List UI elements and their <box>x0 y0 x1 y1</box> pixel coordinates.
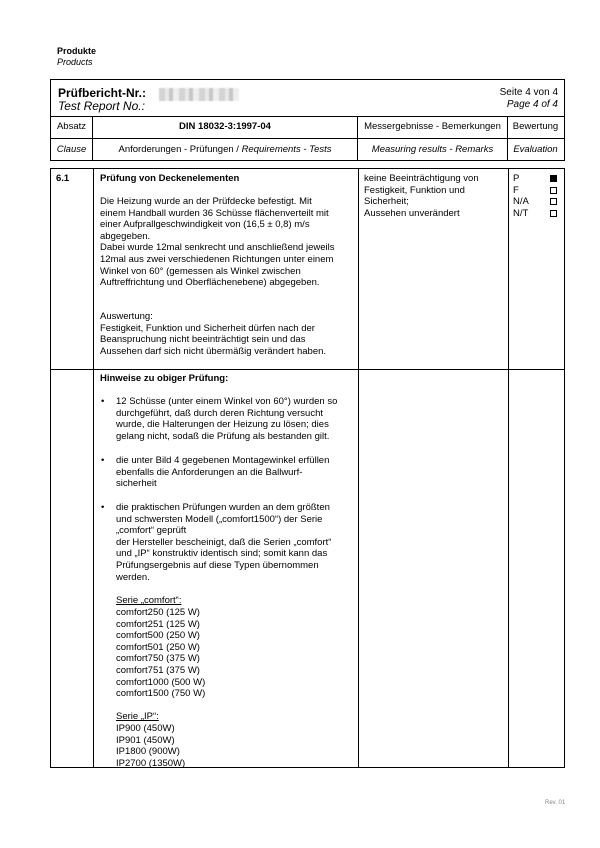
results-header-en: Measuring results - Remarks <box>358 139 508 161</box>
clause-header-en: Clause <box>51 139 93 161</box>
standard-header: DIN 18032-3:1997-04 <box>93 116 358 138</box>
column-header-row <box>51 116 564 139</box>
checkbox-unchecked-icon <box>550 210 557 217</box>
column-divider <box>508 169 509 767</box>
series-comfort-list: comfort250 (125 W) comfort251 (125 W) comfort500 (250 W) comfort501 (250 W) comfort750 (375 W) comfort751 (375 W) comfort1000 (500 W) comfort1500 (750 W) <box>116 607 206 700</box>
series-comfort-title: Serie „comfort“: <box>116 595 182 606</box>
products-label-en: Products <box>57 57 93 67</box>
measuring-result: keine Beeinträchtigung von Festigkeit, Funktion und Sicherheit; Aussehen unverändert <box>364 173 479 219</box>
bullet-icon: • <box>101 502 105 513</box>
report-number-label: Prüfbericht-Nr.: <box>58 86 147 100</box>
bullet-icon: • <box>101 396 105 407</box>
page-number: Seite 4 von 4 <box>499 87 558 98</box>
page-number-en: Page 4 of 4 <box>506 99 558 110</box>
notes-heading: Hinweise zu obiger Prüfung: <box>100 373 229 384</box>
note-item: die unter Bild 4 gegebenen Montagewinkel erfüllen ebenfalls die Anforderungen an die Ballwurf- sicherheit <box>116 455 330 490</box>
results-header: Messergebnisse - Bemerkungen <box>358 116 508 138</box>
report-title-row <box>51 80 564 117</box>
report-header-box <box>50 79 565 161</box>
redacted-report-number <box>159 88 239 101</box>
report-number-label-en: Test Report No.: <box>58 99 145 113</box>
test-description: Die Heizung wurde an der Prüfdecke befestigt. Mit einem Handball wurden 36 Schüsse flächenverteilt mit einer Aufprallgeschwindigkeit von (16,5 ± 0,8) m/s abgegeben. Dabei wurde 12mal senkrecht und anschließend jeweils 12mal aus zwei verschiedenen Richtungen unter einem Winkel von 60° (gemessen als Winkel zwischen Auftreffrichtung und Oberflächenebene) abgegeben. <box>100 196 335 289</box>
column-divider <box>93 169 94 767</box>
clause-header: Absatz <box>51 116 93 138</box>
row-divider <box>51 369 564 370</box>
evaluation-header-en: Evaluation <box>513 144 558 155</box>
checkbox-unchecked-icon <box>550 187 557 194</box>
series-ip-title: Serie „IP“: <box>116 711 159 722</box>
evaluation-header: Bewertung <box>512 121 559 132</box>
series-ip-list: IP900 (450W) IP901 (450W) IP1800 (900W) IP2700 (1350W) <box>116 723 186 769</box>
checkbox-checked-icon <box>550 175 557 182</box>
column-header-row-en <box>51 139 564 161</box>
requirements-header: Anforderungen - Prüfungen / Requirements - Tests <box>93 139 358 161</box>
note-item: die praktischen Prüfungen wurden an dem größten und schwersten Modell („comfort1500“) der Serie „comfort“ geprüft der Hersteller bescheinigt, daß die Serien „comfort“ und „IP“ konstruktiv identisch sind; somit kann das Prüfungsergebnis auf diese Typen übernommen werden. <box>116 502 332 583</box>
revision-label: Rev. 01 <box>545 800 566 806</box>
bullet-icon: • <box>101 455 105 466</box>
note-item: 12 Schüsse (unter einem Winkel von 60°) wurden so durchgeführt, daß durch deren Richtung versucht wurde, die Halterungen der Heizung zu lösen; dies gelang nicht, sodaß die Prüfung als bestanden gilt. <box>116 396 338 442</box>
test-heading: Prüfung von Deckenelementen <box>100 173 240 184</box>
clause-number: 6.1 <box>56 173 70 184</box>
checkbox-unchecked-icon <box>550 198 557 205</box>
evaluation-criteria: Auswertung: Festigkeit, Funktion und Sicherheit dürfen nach der Beanspruchung nicht beeinträchtigt sein und das Aussehen darf sich nicht übermäßig verändert haben. <box>100 311 327 357</box>
products-label: Produkte <box>57 46 97 56</box>
